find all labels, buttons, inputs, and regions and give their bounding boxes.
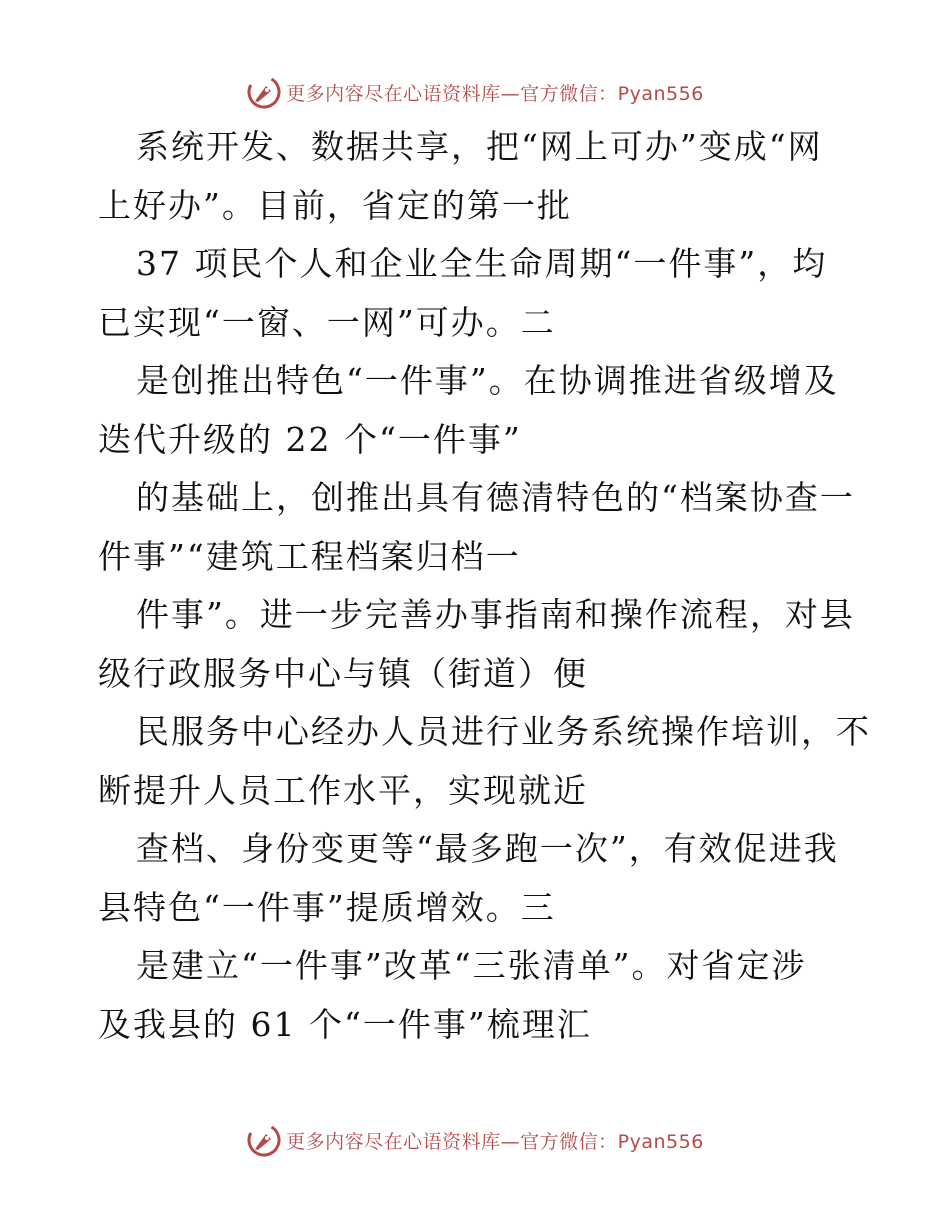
body-line: 级行政服务中心与镇（街道）便 [98,653,588,693]
footer-watermark [0,1120,950,1160]
body-line: 件事”“建筑工程档案归档一 [98,536,521,576]
body-line: 断提升人员工作水平，实现就近 [98,770,588,810]
watermark-text: 更多内容尽在心语资料库—官方微信：Pyan556 [286,1130,704,1153]
body-line: 迭代升级的 22 个“一件事” [98,419,522,459]
body-line: 的基础上，创推出具有德清特色的“档案协查一 [136,478,855,517]
body-line: 及我县的 61 个“一件事”梳理汇 [98,1004,592,1044]
body-line: 37 项民个人和企业全生命周期“一件事”，均 [136,244,828,283]
header-watermark [0,72,950,112]
document-body [98,118,871,1054]
body-line: 件事”。进一步完善办事指南和操作流程，对县 [136,595,855,634]
body-line: 是建立“一件事”改革“三张清单”。对省定涉 [136,946,807,985]
watermark-text: 更多内容尽在心语资料库—官方微信：Pyan556 [286,82,704,105]
body-line: 查档、身份变更等“最多跑一次”，有效促进我 [136,829,839,868]
body-line: 上好办”。目前，省定的第一批 [98,185,572,225]
pen-nib-logo-icon [246,74,282,110]
body-line: 已实现“一窗、一网”可办。二 [98,302,556,342]
body-line: 县特色“一件事”提质增效。三 [98,887,556,927]
body-line: 是创推出特色“一件事”。在协调推进省级增及 [136,361,839,400]
pen-nib-logo-icon [246,1122,282,1158]
body-line: 民服务中心经办人员进行业务系统操作培训，不 [136,712,871,751]
body-line: 系统开发、数据共享，把“网上可办”变成“网 [136,127,823,166]
